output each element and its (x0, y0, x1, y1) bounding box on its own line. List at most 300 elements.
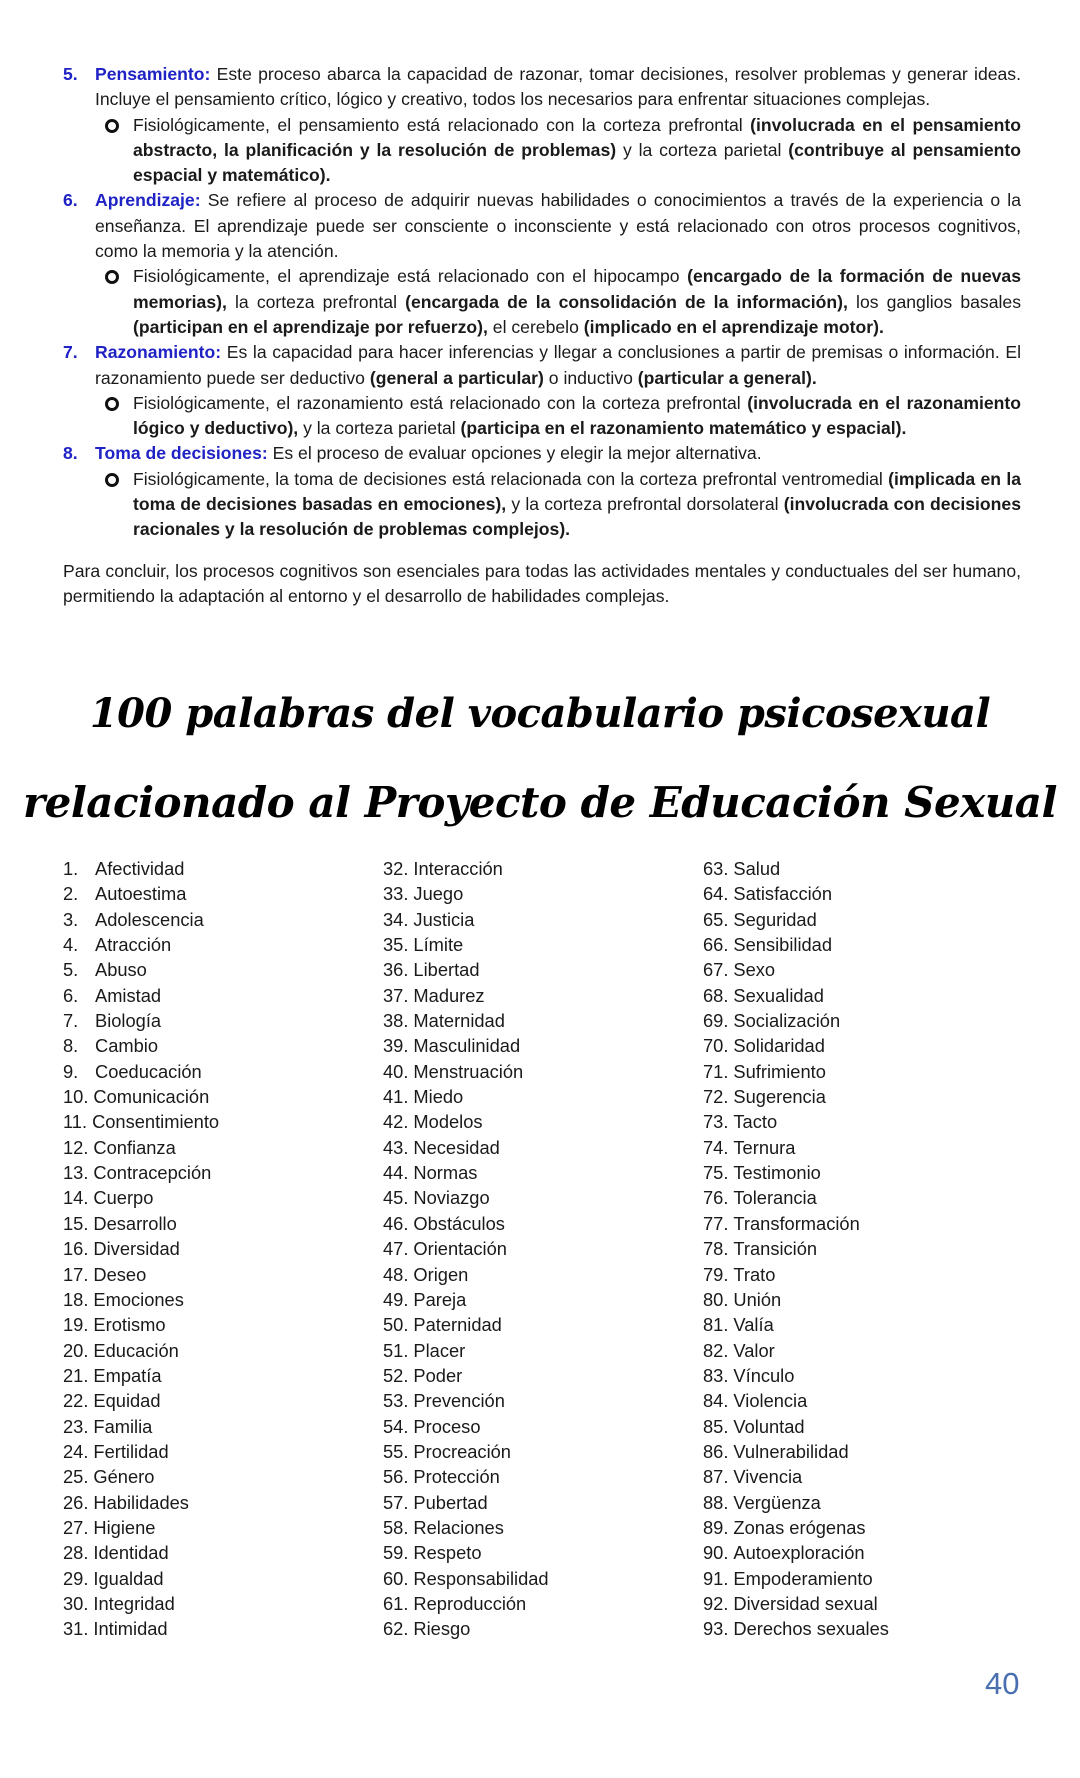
vocabulary-item (63, 1616, 383, 1641)
item-word: Necesidad (413, 1136, 500, 1158)
vocabulary-item (63, 1160, 383, 1185)
item-word: Violencia (733, 1390, 808, 1412)
item-number: 20. (63, 1339, 89, 1361)
item-word: Voluntad (733, 1415, 805, 1437)
vocabulary-item (63, 1540, 383, 1565)
item-number: 2. (63, 883, 79, 905)
item-word: Empoderamiento (733, 1567, 873, 1589)
item-word: Autoexploración (733, 1542, 865, 1564)
item-number: 10. (63, 1086, 89, 1108)
vocabulary-item (383, 1540, 703, 1565)
vocabulary-ul (63, 856, 383, 1642)
vocabulary-item (703, 1591, 1023, 1616)
item-number: 6. (63, 984, 79, 1006)
vocabulary-column (63, 856, 383, 1642)
vocabulary-item (63, 1338, 383, 1363)
item-word: Masculinidad (413, 1035, 521, 1057)
item-word: Cuerpo (93, 1187, 154, 1209)
vocabulary-item (63, 932, 383, 957)
item-number: 59. (383, 1542, 409, 1564)
item-word: Proceso (413, 1415, 481, 1437)
section-item (63, 340, 1021, 441)
section-term: Toma de decisiones: (95, 443, 268, 464)
bullet-text: Fisiológicamente, el pensamiento está relacionado con la corteza prefrontal (133, 114, 751, 135)
item-word: Higiene (93, 1516, 156, 1538)
bullet-text: Fisiológicamente, la toma de decisiones está relacionada con la corteza prefrontal ventromedial (133, 468, 889, 489)
item-word: Derechos sexuales (733, 1618, 889, 1640)
vocabulary-item (703, 1388, 1023, 1413)
item-word: Coeducación (95, 1060, 202, 1082)
section-number: 5. (63, 64, 78, 84)
item-number: 21. (63, 1364, 89, 1386)
vocabulary-item (703, 1464, 1023, 1489)
item-word: Igualdad (93, 1567, 164, 1589)
item-number: 29. (63, 1567, 89, 1589)
item-number: 92. (703, 1592, 729, 1614)
item-number: 16. (63, 1238, 89, 1260)
vocabulary-item (703, 932, 1023, 957)
section-number: 7. (63, 342, 78, 363)
item-number: 36. (383, 959, 409, 981)
item-number: 54. (383, 1415, 409, 1437)
bullet-text: y la corteza parietal (298, 418, 461, 439)
vocabulary-item (703, 983, 1023, 1008)
item-number: 28. (63, 1542, 89, 1564)
item-number: 85. (703, 1415, 729, 1437)
item-number: 83. (703, 1364, 729, 1386)
item-word: Identidad (93, 1542, 169, 1564)
item-number: 48. (383, 1263, 409, 1285)
vocabulary-item (383, 1008, 703, 1033)
item-word: Salud (733, 858, 781, 879)
vocabulary-item (63, 983, 383, 1008)
item-word: Maternidad (413, 1010, 505, 1032)
item-number: 57. (383, 1491, 409, 1513)
bullet-text: (participa en el razonamiento matemático y espacial). (460, 418, 907, 439)
vocabulary-item (383, 1287, 703, 1312)
item-number: 12. (63, 1136, 89, 1158)
item-word: Normas (413, 1162, 478, 1184)
vocabulary-column (703, 856, 1023, 1642)
vocabulary-item (63, 1439, 383, 1464)
vocabulary-item (63, 1262, 383, 1287)
conclusion-paragraph: Para concluir, los procesos cognitivos son esenciales para todas las actividades mentales y conductuales del ser humano, permitiendo la adaptación al entorno y el desarrollo de habilidades complejas. (63, 560, 1021, 606)
vocabulary-item (63, 957, 383, 982)
vocabulary-item (383, 856, 703, 881)
vocabulary-list (63, 856, 1023, 1642)
item-word: Libertad (413, 959, 480, 981)
section-item (63, 62, 1021, 188)
item-word: Diversidad sexual (733, 1592, 878, 1614)
item-word: Emociones (93, 1288, 184, 1310)
vocabulary-item (703, 1363, 1023, 1388)
item-word: Satisfacción (733, 883, 832, 905)
bullet-text: (contribuye al pensamiento espacial y matemático). (133, 139, 1021, 186)
item-word: Reproducción (413, 1592, 527, 1614)
item-number: 17. (63, 1263, 89, 1285)
item-word: Valía (733, 1314, 774, 1336)
bullet-text: la corteza prefrontal (226, 291, 406, 312)
vocabulary-column (383, 856, 703, 1642)
item-word: Tolerancia (733, 1187, 817, 1209)
vocabulary-item (703, 1033, 1023, 1058)
circle-bullet-icon (105, 473, 119, 487)
vocabulary-item (383, 983, 703, 1008)
item-number: 15. (63, 1212, 89, 1234)
vocabulary-item (703, 1414, 1023, 1439)
vocabulary-item (383, 1135, 703, 1160)
item-word: Paternidad (413, 1314, 502, 1336)
item-number: 30. (63, 1592, 89, 1614)
cognitive-processes-list (63, 62, 1021, 609)
item-number: 11. (63, 1111, 88, 1133)
item-word: Menstruación (413, 1060, 524, 1082)
vocabulary-item (383, 1185, 703, 1210)
vocabulary-item (63, 1059, 383, 1084)
item-number: 64. (703, 883, 729, 905)
item-word: Juego (413, 883, 464, 905)
bullet-text: (encargada de la consolidación de la información), (405, 291, 848, 312)
vocabulary-item (703, 1109, 1023, 1134)
section-text: Es la capacidad para hacer inferencias y llegar a conclusiones a partir de premisas o información. El razonamiento puede ser deductivo (95, 342, 1021, 388)
bullet-text: el cerebelo (487, 316, 584, 337)
vocabulary-item (63, 1109, 383, 1134)
item-word: Valor (733, 1339, 775, 1361)
item-word: Obstáculos (413, 1212, 505, 1234)
vocabulary-item (63, 1591, 383, 1616)
item-word: Equidad (93, 1390, 161, 1412)
vocabulary-item (63, 1287, 383, 1312)
physiology-bullet (63, 113, 1021, 189)
item-word: Noviazgo (413, 1187, 490, 1209)
vocabulary-title-line1: 100 palabras del vocabulario psicosexual (89, 690, 991, 737)
vocabulary-item (383, 1388, 703, 1413)
vocabulary-item (703, 1008, 1023, 1033)
item-word: Justicia (413, 908, 475, 930)
item-word: Consentimiento (92, 1111, 220, 1133)
item-word: Intimidad (93, 1618, 168, 1640)
vocabulary-item (703, 1312, 1023, 1337)
vocabulary-item (703, 1338, 1023, 1363)
item-word: Comunicación (93, 1086, 210, 1108)
vocabulary-item (383, 907, 703, 932)
item-word: Trato (733, 1263, 776, 1285)
vocabulary-item (63, 1490, 383, 1515)
section-text: Es el proceso de evaluar opciones y elegir la mejor alternativa. (267, 443, 762, 464)
item-number: 55. (383, 1440, 409, 1462)
vocabulary-item (63, 1135, 383, 1160)
item-word: Transformación (733, 1212, 860, 1234)
item-number: 84. (703, 1390, 729, 1412)
vocabulary-item (63, 1312, 383, 1337)
physiology-bullet (63, 467, 1021, 543)
section-term: Razonamiento: (95, 342, 222, 363)
item-number: 75. (703, 1162, 729, 1184)
item-number: 63. (703, 858, 729, 879)
bullet-text: y la corteza prefrontal dorsolateral (506, 494, 784, 515)
section-item (63, 188, 1021, 340)
item-word: Zonas erógenas (733, 1516, 866, 1538)
item-number: 60. (383, 1567, 409, 1589)
item-number: 72. (703, 1086, 729, 1108)
item-word: Atracción (95, 934, 172, 956)
vocabulary-item (63, 1515, 383, 1540)
vocabulary-item (383, 932, 703, 957)
item-number: 43. (383, 1136, 409, 1158)
item-number: 19. (63, 1314, 89, 1336)
vocabulary-item (63, 1236, 383, 1261)
vocabulary-title-line2: relacionado al Proyecto de Educación Sexual (23, 778, 1057, 827)
page-number: 40 (985, 1666, 1020, 1701)
item-word: Desarrollo (93, 1212, 177, 1234)
item-number: 1. (63, 858, 79, 879)
item-word: Autoestima (95, 883, 187, 905)
item-word: Placer (413, 1339, 466, 1361)
section-text: Este proceso abarca la capacidad de razonar, tomar decisiones, resolver problemas y generar ideas. Incluye el pensamiento crítico, lógico y creativo, todos los necesarios para enfrentar situaciones complejas. (95, 64, 1021, 110)
vocabulary-item (383, 1084, 703, 1109)
item-word: Protección (413, 1466, 500, 1488)
item-word: Biología (95, 1010, 162, 1032)
vocabulary-item (383, 1262, 703, 1287)
item-word: Sugerencia (733, 1086, 826, 1108)
item-word: Procreación (413, 1440, 511, 1462)
vocabulary-ul (703, 856, 1023, 1642)
item-word: Vivencia (733, 1466, 803, 1488)
physiology-bullet (63, 264, 1021, 340)
item-number: 58. (383, 1516, 409, 1538)
item-number: 3. (63, 908, 79, 930)
item-word: Respeto (413, 1542, 482, 1564)
item-number: 4. (63, 934, 79, 956)
vocabulary-item (703, 1616, 1023, 1641)
vocabulary-item (703, 1287, 1023, 1312)
item-word: Unión (733, 1288, 782, 1310)
item-number: 50. (383, 1314, 409, 1336)
item-word: Límite (413, 934, 464, 956)
section-number: 8. (63, 443, 78, 464)
vocabulary-item (383, 1490, 703, 1515)
vocabulary-item (383, 1616, 703, 1641)
item-number: 23. (63, 1415, 89, 1437)
vocabulary-item (63, 1464, 383, 1489)
item-word: Orientación (413, 1238, 507, 1260)
vocabulary-item (703, 1160, 1023, 1185)
item-number: 9. (63, 1060, 79, 1082)
item-number: 88. (703, 1491, 729, 1513)
item-word: Integridad (93, 1592, 175, 1614)
item-word: Vergüenza (733, 1491, 821, 1513)
item-word: Empatía (93, 1364, 162, 1386)
item-word: Adolescencia (95, 908, 204, 930)
item-number: 77. (703, 1212, 729, 1234)
item-number: 26. (63, 1491, 89, 1513)
vocabulary-item (63, 1084, 383, 1109)
physiology-bullet (63, 391, 1021, 442)
item-word: Modelos (413, 1111, 483, 1133)
item-number: 69. (703, 1010, 729, 1032)
vocabulary-item (383, 1439, 703, 1464)
item-number: 41. (383, 1086, 409, 1108)
item-word: Poder (413, 1364, 463, 1386)
bullet-text: Fisiológicamente, el aprendizaje está relacionado con el hipocampo (133, 266, 688, 287)
vocabulary-item (383, 1312, 703, 1337)
item-word: Afectividad (95, 858, 185, 879)
vocabulary-item (703, 1236, 1023, 1261)
item-number: 24. (63, 1440, 89, 1462)
item-word: Miedo (413, 1086, 464, 1108)
vocabulary-item (63, 1211, 383, 1236)
item-number: 40. (383, 1060, 409, 1082)
item-number: 93. (703, 1618, 729, 1640)
vocabulary-item (703, 1211, 1023, 1236)
vocabulary-item (703, 1515, 1023, 1540)
vocabulary-item (383, 1109, 703, 1134)
item-number: 91. (703, 1567, 729, 1589)
item-word: Confianza (93, 1136, 176, 1158)
circle-bullet-icon (105, 119, 119, 133)
item-word: Riesgo (413, 1618, 471, 1640)
item-word: Pubertad (413, 1491, 488, 1513)
item-number: 7. (63, 1010, 79, 1032)
item-word: Abuso (95, 959, 147, 981)
item-number: 78. (703, 1238, 729, 1260)
item-number: 87. (703, 1466, 729, 1488)
item-word: Madurez (413, 984, 485, 1006)
item-number: 5. (63, 959, 79, 981)
item-word: Erotismo (93, 1314, 166, 1336)
item-number: 46. (383, 1212, 409, 1234)
item-number: 67. (703, 959, 729, 981)
item-number: 90. (703, 1542, 729, 1564)
vocabulary-item (383, 1160, 703, 1185)
vocabulary-item (63, 1566, 383, 1591)
vocabulary-item (63, 1363, 383, 1388)
vocabulary-item (63, 1388, 383, 1413)
item-number: 37. (383, 984, 409, 1006)
vocabulary-item (703, 1439, 1023, 1464)
item-number: 79. (703, 1263, 729, 1285)
vocabulary-item (383, 1566, 703, 1591)
vocabulary-item (383, 1464, 703, 1489)
item-word: Deseo (93, 1263, 147, 1285)
item-number: 53. (383, 1390, 409, 1412)
section-text: o inductivo (543, 367, 638, 388)
item-number: 66. (703, 934, 729, 956)
item-word: Género (93, 1466, 155, 1488)
vocabulary-item (383, 1515, 703, 1540)
item-number: 38. (383, 1010, 409, 1032)
bullet-text: (involucrada en el pensamiento abstracto, la planificación y la resolución de problemas) (133, 114, 1021, 160)
item-word: Diversidad (93, 1238, 180, 1260)
section-text: (general a particular) (369, 367, 544, 388)
item-number: 34. (383, 908, 409, 930)
item-number: 68. (703, 984, 729, 1006)
circle-bullet-icon (105, 270, 119, 284)
item-number: 32. (383, 858, 409, 879)
bullet-text: (involucrada con decisiones racionales y la resolución de problemas complejos). (133, 494, 1021, 540)
item-word: Familia (93, 1415, 153, 1437)
item-number: 61. (383, 1592, 409, 1614)
bullet-text: (implicado en el aprendizaje motor). (583, 316, 884, 337)
vocabulary-item (703, 1262, 1023, 1287)
item-number: 70. (703, 1035, 729, 1057)
vocabulary-item (703, 1135, 1023, 1160)
item-number: 73. (703, 1111, 729, 1133)
vocabulary-item (703, 957, 1023, 982)
bullet-text: (participan en el aprendizaje por refuerzo), (133, 316, 488, 337)
item-number: 44. (383, 1162, 409, 1184)
item-number: 89. (703, 1516, 729, 1538)
item-number: 14. (63, 1187, 89, 1209)
section-term: Pensamiento: (95, 64, 211, 84)
vocabulary-item (383, 957, 703, 982)
item-number: 8. (63, 1035, 79, 1057)
item-word: Prevención (413, 1390, 505, 1412)
item-number: 71. (703, 1060, 729, 1082)
item-word: Seguridad (733, 908, 817, 930)
bullet-text: (encargado de la formación de nuevas memorias), (133, 266, 1021, 312)
circle-bullet-icon (105, 397, 119, 411)
item-word: Tacto (733, 1111, 778, 1133)
item-word: Contracepción (93, 1162, 212, 1184)
item-word: Educación (93, 1339, 179, 1361)
item-number: 51. (383, 1339, 409, 1361)
item-number: 39. (383, 1035, 409, 1057)
vocabulary-item (383, 1059, 703, 1084)
item-number: 86. (703, 1440, 729, 1462)
vocabulary-item (703, 881, 1023, 906)
item-number: 18. (63, 1288, 89, 1310)
section-text: (particular a general). (637, 367, 817, 388)
vocabulary-item (383, 1236, 703, 1261)
vocabulary-item (703, 1540, 1023, 1565)
vocabulary-item (63, 856, 383, 881)
item-number: 31. (63, 1618, 89, 1640)
item-number: 80. (703, 1288, 729, 1310)
vocabulary-item (383, 1414, 703, 1439)
section-item (63, 441, 1021, 542)
vocabulary-item (383, 881, 703, 906)
item-number: 81. (703, 1314, 729, 1336)
item-word: Relaciones (413, 1516, 504, 1538)
item-number: 27. (63, 1516, 89, 1538)
vocabulary-item (703, 907, 1023, 932)
item-number: 45. (383, 1187, 409, 1209)
item-number: 22. (63, 1390, 89, 1412)
item-word: Socialización (733, 1010, 841, 1032)
item-number: 25. (63, 1466, 89, 1488)
item-number: 65. (703, 908, 729, 930)
vocabulary-item (63, 907, 383, 932)
item-number: 42. (383, 1111, 409, 1133)
vocabulary-item (63, 881, 383, 906)
vocabulary-item (383, 1363, 703, 1388)
item-word: Sufrimiento (733, 1060, 826, 1082)
vocabulary-item (703, 1084, 1023, 1109)
vocabulary-ul (383, 856, 703, 1642)
item-word: Testimonio (733, 1162, 821, 1184)
item-word: Responsabilidad (413, 1567, 549, 1589)
item-number: 47. (383, 1238, 409, 1260)
item-number: 13. (63, 1162, 89, 1184)
vocabulary-item (703, 856, 1023, 881)
item-word: Habilidades (93, 1491, 189, 1513)
item-number: 82. (703, 1339, 729, 1361)
vocabulary-item (703, 1566, 1023, 1591)
item-number: 49. (383, 1288, 409, 1310)
item-number: 33. (383, 883, 409, 905)
vocabulary-item (383, 1033, 703, 1058)
